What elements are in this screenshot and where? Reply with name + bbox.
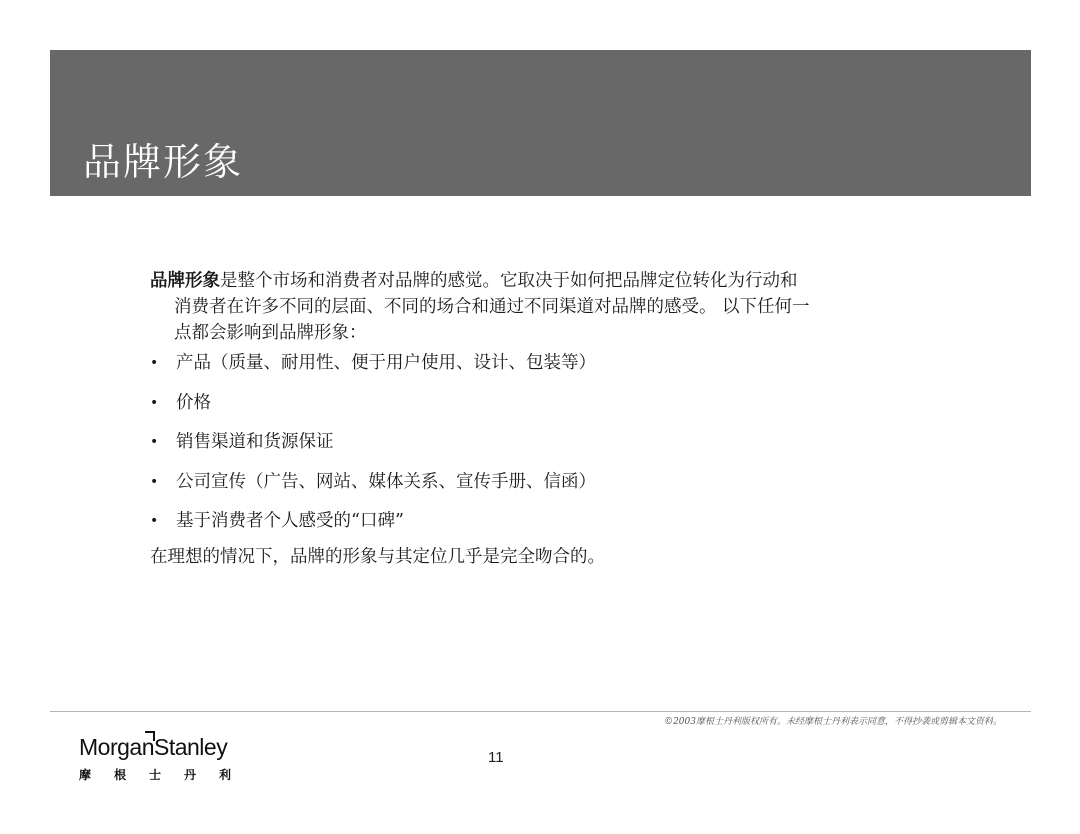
bullet-dot: •: [150, 394, 159, 411]
bullet-item: [150, 350, 990, 390]
header-band: [50, 50, 1031, 196]
footer-divider: [50, 711, 1031, 712]
intro-paragraph: [150, 268, 990, 346]
bullet-text: 销售渠道和货源保证: [176, 432, 334, 452]
bullet-text: 公司宣传（广告、网站、媒体关系、宣传手册、信函）: [176, 471, 596, 492]
logo-wordmark: [79, 734, 254, 760]
intro-line-1: 是整个市场和消费者对品牌的感觉。它取决于如何把品牌定位转化为行动和: [220, 271, 798, 291]
intro-line-2: 消费者在许多不同的层面、不同的场合和通过不同渠道对品牌的感受。 以下任何一: [174, 297, 810, 317]
bullet-dot: •: [150, 513, 159, 529]
bullet-text: 价格: [176, 392, 211, 413]
bullet-item: [150, 429, 990, 469]
slide-content: [150, 268, 990, 570]
bullet-item: [150, 469, 990, 509]
conclusion-text: 在理想的情况下，品牌的形象与其定位几乎是完全吻合的。: [150, 546, 605, 567]
bullet-text: 基于消费者个人感受的“口碑”: [176, 511, 404, 531]
slide-title: 品牌形象: [83, 140, 244, 184]
logo-text-left: Morgan: [79, 734, 154, 760]
bullet-dot: •: [150, 434, 159, 450]
bullet-item: [150, 390, 990, 430]
logo-mark-icon: [145, 731, 155, 741]
logo-chinese-name: 摩根士丹利: [79, 768, 255, 782]
logo-text-right: Stanley: [153, 734, 228, 760]
intro-term: 品牌形象: [150, 271, 220, 291]
company-logo: [79, 734, 254, 783]
intro-line-3: 点都会影响到品牌形象：: [174, 323, 367, 343]
bullet-item: [150, 508, 990, 548]
copyright-notice: ©2003摩根士丹利版权所有。未经摩根士丹利表示同意，不得抄袭或剪辑本文资料。: [664, 717, 1002, 727]
bullet-list: [150, 350, 990, 548]
page-number: 11: [488, 749, 504, 766]
bullet-dot: •: [150, 473, 159, 490]
bullet-dot: •: [150, 355, 159, 371]
bullet-text: 产品（质量、耐用性、便于用户使用、设计、包装等）: [176, 353, 596, 373]
